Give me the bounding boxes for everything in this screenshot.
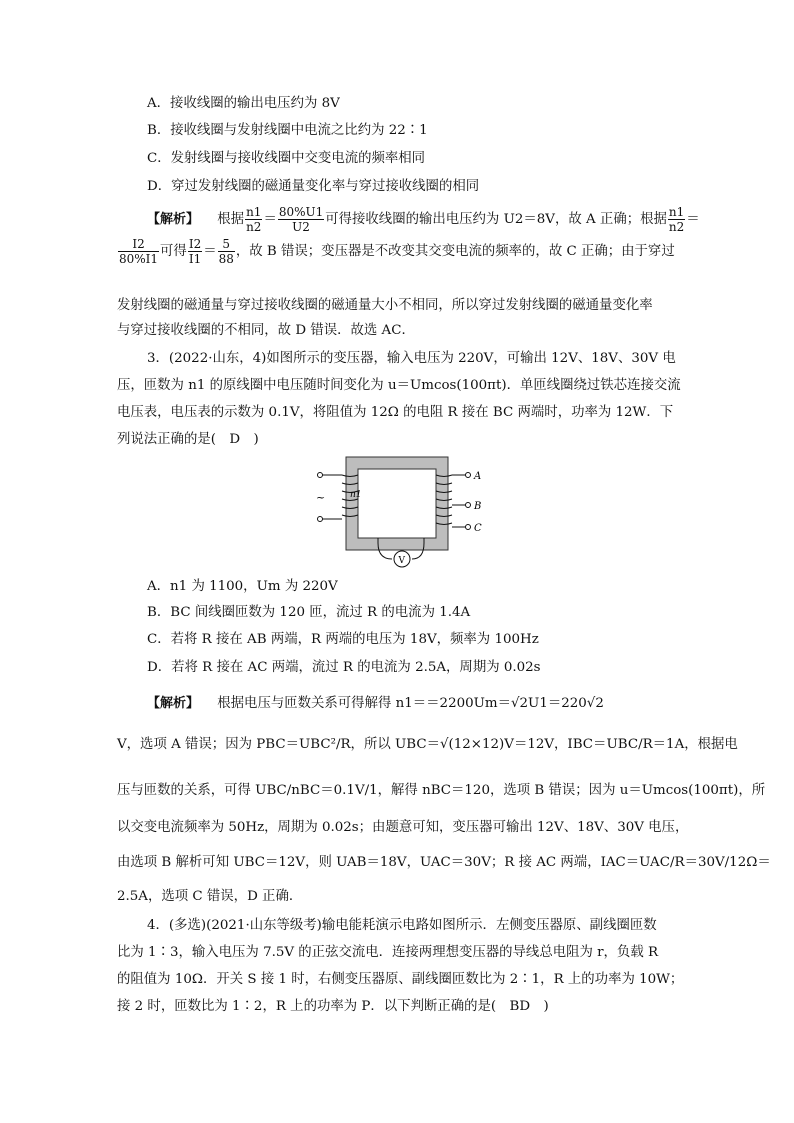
fraction: $\frac{I2}{80\%I1}$ bbox=[119, 237, 159, 266]
q2-analysis-line1: 【解析】 根据 $\frac{n1}{n2}$ ＝ $\frac{80\%U1}{U2}$ 可得接收线圈的输出电压约为 U2＝8V，故 A 正确；根据 $\frac{n1}{n2}$ ＝ bbox=[147, 205, 700, 234]
q3-analysis-line1: 【解析】 根据电压与匝数关系可得解得 n1＝＝2200Um＝√2U1＝220√2 bbox=[147, 696, 604, 711]
fraction: $\frac{n1}{n2}$ bbox=[246, 205, 262, 234]
fraction: $\frac{I2}{I1}$ bbox=[188, 237, 202, 266]
n1-label: n1 bbox=[350, 490, 362, 500]
q3-stem-line1: 3．(2022·山东，4)如图所示的变压器，输入电压为 220V，可输出 12V、18V、30V 电 bbox=[147, 351, 676, 366]
q3-stem-line4: 列说法正确的是( D ) bbox=[117, 432, 259, 447]
terminal-a-label: A bbox=[474, 471, 482, 482]
q2-analysis-line3: 发射线圈的磁通量与穿过接收线圈的磁通量大小不相同，所以穿过发射线圈的磁通量变化率 bbox=[117, 298, 653, 313]
voltmeter-label: V bbox=[398, 556, 405, 566]
q3-option-d: D．若将 R 接在 AC 两端，流过 R 的电流为 2.5A，周期为 0.02s bbox=[147, 660, 541, 675]
q2-option-c: C．发射线圈与接收线圈中交变电流的频率相同 bbox=[147, 151, 426, 166]
q4-stem-line3: 的阻值为 10Ω．开关 S 接 1 时，右侧变压器原、副线圈匝数比为 2∶1，R 上的功率为 10W； bbox=[117, 972, 684, 987]
q3-analysis-line2: V，选项 A 错误；因为 PBC＝UBC²/R，所以 UBC＝√(12×12)V＝12V，IBC＝UBC/R＝1A，根据电 bbox=[117, 737, 738, 752]
q2-option-d: D．穿过发射线圈的磁通量变化率与穿过接收线圈的相同 bbox=[147, 179, 480, 194]
terminal-b-label: B bbox=[474, 501, 482, 512]
fraction: $\frac{80\%U1}{U2}$ bbox=[278, 205, 324, 234]
q3-analysis-line5: 由选项 B 解析可知 UBC＝12V，则 UAB＝18V，UAC＝30V；R 接 AC 两端，IAC＝UAC/R＝30V/12Ω＝ bbox=[117, 855, 771, 870]
iron-core bbox=[346, 457, 448, 550]
q3-analysis-line3: 压与匝数的关系，可得 UBC/nBC＝0.1V/1，解得 nBC＝120，选项 B 错误；因为 u＝Umcos(100πt)，所 bbox=[117, 783, 766, 798]
fraction: $\frac{5}{88}$ bbox=[218, 237, 234, 266]
q4-stem-line2: 比为 1∶3，输入电压为 7.5V 的正弦交流电．连接两理想变压器的导线总电阻为 r，负载 R bbox=[117, 945, 659, 960]
analysis-tag: 【解析】 bbox=[147, 212, 200, 227]
q3-stem-line2: 压，匝数为 n1 的原线圈中电压随时间变化为 u＝Umcos(100πt)．单匝线圈绕过铁芯连接交流 bbox=[117, 378, 681, 393]
q2-analysis-line4: 与穿过接收线圈的不相同，故 D 错误．故选 AC． bbox=[117, 323, 415, 338]
q3-option-b: B．BC 间线圈匝数为 120 匝，流过 R 的电流为 1.4A bbox=[147, 605, 471, 620]
transformer-figure bbox=[308, 455, 508, 570]
q3-analysis-line6: 2.5A，选项 C 错误，D 正确． bbox=[117, 889, 303, 904]
q4-stem-line1: 4．(多选)(2021·山东等级考)输电能耗演示电路如图所示．左侧变压器原、副线圈匝数 bbox=[147, 918, 657, 933]
q3-option-a: A．n1 为 1100，Um 为 220V bbox=[147, 579, 338, 594]
q3-option-c: C．若将 R 接在 AB 两端，R 两端的电压为 18V，频率为 100Hz bbox=[147, 632, 539, 647]
fraction: $\frac{n1}{n2}$ bbox=[668, 205, 685, 234]
q3-stem-line3: 电压表，电压表的示数为 0.1V，将阻值为 12Ω 的电阻 R 接在 BC 两端时，功率为 12W．下 bbox=[117, 405, 674, 420]
q2-option-a: A．接收线圈的输出电压约为 8V bbox=[147, 96, 340, 111]
q4-stem-line4: 接 2 时，匝数比为 1∶2，R 上的功率为 P．以下判断正确的是( BD ) bbox=[117, 999, 549, 1014]
q2-analysis-line2: $\frac{I2}{80\%I1}$ 可得 $\frac{I2}{I1}$ ＝ $\frac{5}{88}$ ，故 B 错误；变压器是不改变其交变电流的频率的，故 C 正确；由于穿过 bbox=[119, 237, 675, 266]
terminal-c-label: C bbox=[474, 523, 482, 534]
q2-option-b: B．接收线圈与发射线圈中电流之比约为 22∶1 bbox=[147, 123, 428, 138]
q3-analysis-line4: 以交变电流频率为 50Hz，周期为 0.02s；由题意可知，变压器可输出 12V、18V、30V 电压， bbox=[117, 820, 689, 835]
ac-symbol: ~ bbox=[316, 491, 326, 504]
